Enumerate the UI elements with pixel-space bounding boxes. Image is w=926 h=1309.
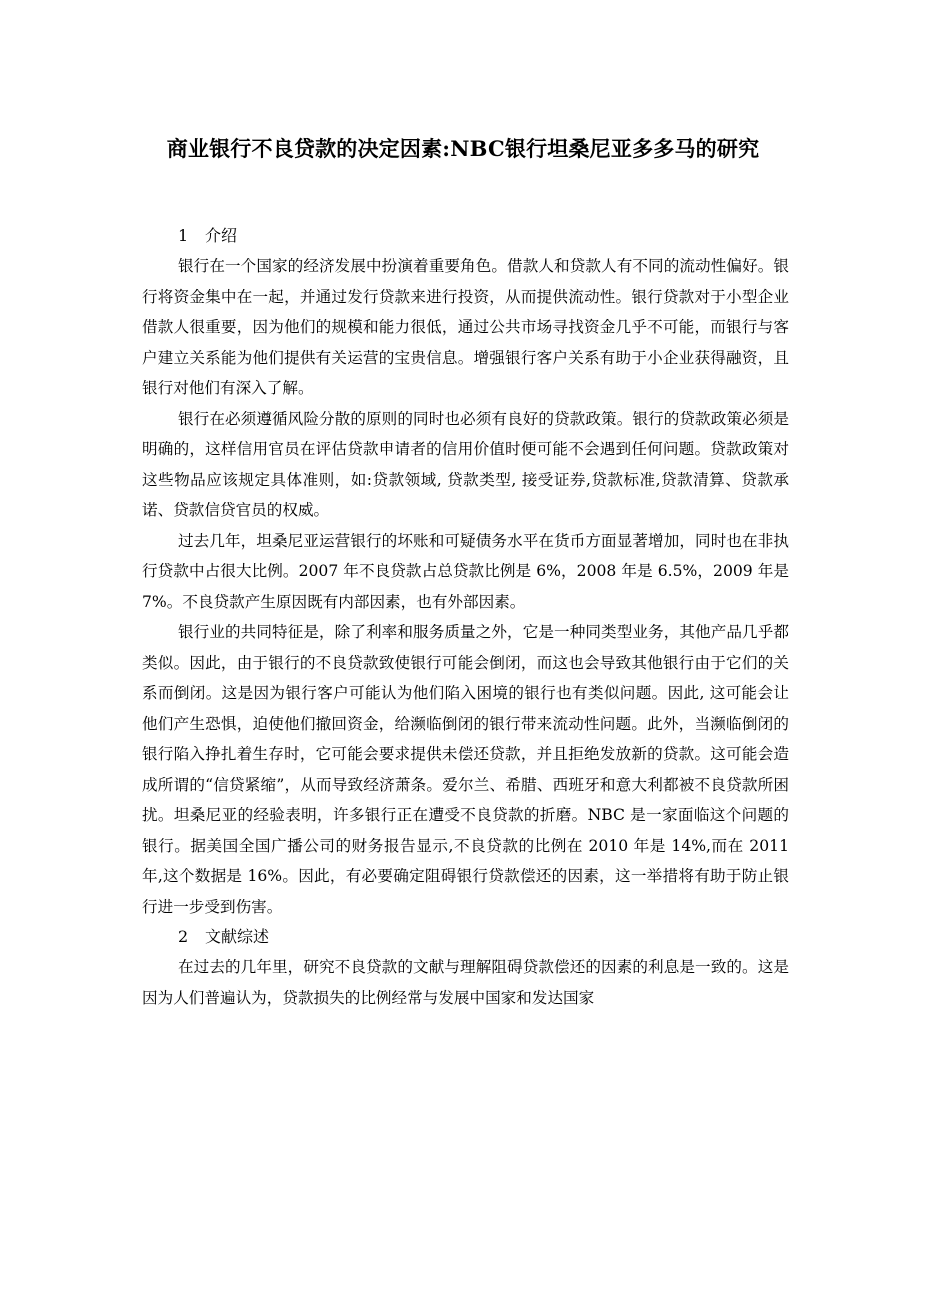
document-body xyxy=(142,221,789,1013)
paragraph: 银行在一个国家的经济发展中扮演着重要角色。借款人和贷款人有不同的流动性偏好。银行将资金集中在一起，并通过发行贷款来进行投资，从而提供流动性。银行贷款对于小型企业借款人很重要，因为他们的规模和能力很低，通过公共市场寻找资金几乎不可能，而银行与客户建立关系能为他们提供有关运营的宝贵信息。增强银行客户关系有助于小企业获得融资，且银行对他们有深入了解。 xyxy=(142,257,789,397)
section-heading-introduction xyxy=(142,221,789,251)
document-title: 商业银行不良贷款的决定因素:NBC银行坦桑尼亚多多马的研究 xyxy=(166,136,760,161)
paragraph: 银行在必须遵循风险分散的原则的同时也必须有良好的贷款政策。银行的贷款政策必须是明确的，这样信用官员在评估贷款申请者的信用价值时便可能不会遇到任何问题。贷款政策对这些物品应该规定具体准则，如:贷款领域, 贷款类型, 接受证券,贷款标准,贷款清算、贷款承诺、贷款信贷官员的权威。 xyxy=(142,409,789,519)
paragraph: 过去几年，坦桑尼亚运营银行的坏账和可疑债务水平在货币方面显著增加，同时也在非执行贷款中占很大比例。2007 年不良贷款占总贷款比例是 6%，2008 年是 6.5%，2009 年是 7%。不良贷款产生原因既有内部因素，也有外部因素。 xyxy=(142,531,789,611)
section-heading-literature-review xyxy=(142,922,789,952)
paragraph: 银行业的共同特征是，除了利率和服务质量之外，它是一种同类型业务，其他产品几乎都类似。因此，由于银行的不良贷款致使银行可能会倒闭，而这也会导致其他银行由于它们的关系而倒闭。这是因为银行客户可能认为他们陷入困境的银行也有类似问题。因此, 这可能会让他们产生恐惧，迫使他们撤回资金，给濒临倒闭的银行带来流动性问题。此外，当濒临倒闭的银行陷入挣扎着生存时，它可能会要求提供未偿还贷款，并且拒绝发放新的贷款。这可能会造成所谓的“信贷紧缩”，从而导致经济萧条。爱尔兰、希腊、西班牙和意大利都被不良贷款所困扰。坦桑尼亚的经验表明，许多银行正在遭受不良贷款的折磨。NBC 是一家面临这个问题的银行。据美国全国广播公司的财务报告显示,不良贷款的比例在 2010 年是 14%,而在 2011 年,这个数据是 16%。因此，有必要确定阻碍银行贷款偿还的因素，这一举措将有助于防止银行进一步受到伤害。 xyxy=(142,623,789,916)
section-number: 1 xyxy=(178,226,189,245)
section-title: 介绍 xyxy=(205,226,238,245)
section-title: 文献综述 xyxy=(205,927,270,946)
section-number: 2 xyxy=(178,927,189,946)
paragraph: 在过去的几年里，研究不良贷款的文献与理解阻碍贷款偿还的因素的利息是一致的。这是因为人们普遍认为，贷款损失的比例经常与发展中国家和发达国家 xyxy=(142,958,789,1007)
